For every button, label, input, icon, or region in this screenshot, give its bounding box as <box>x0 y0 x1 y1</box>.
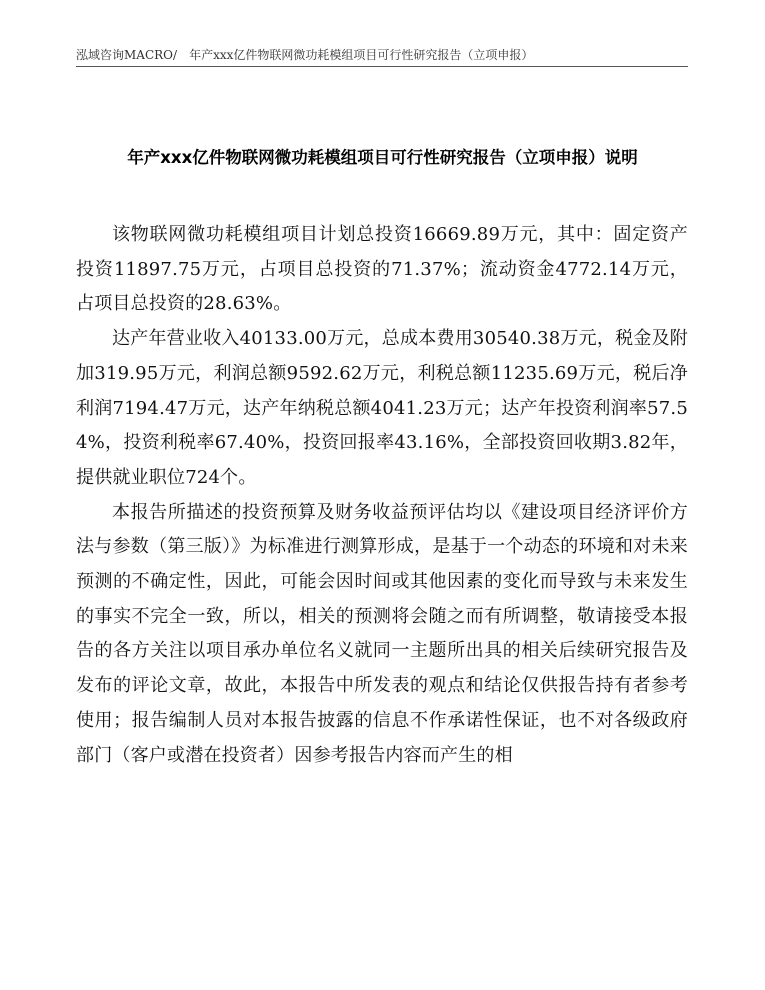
header-document-name: 年产xxx亿件物联网微功耗模组项目可行性研究报告（立项申报） <box>189 48 534 62</box>
paragraph-disclaimer: 本报告所描述的投资预算及财务收益预评估均以《建设项目经济评价方法与参数（第三版）》为标准进行测算形成，是基于一个动态的环境和对未来预测的不确定性，因此，可能会因时间或其他因素的变化而导致与未来发生的事实不完全一致，所以，相关的预测将会随之而有所调整，敬请接受本报告的各方关注以项目承办单位名义就同一主题所出具的相关后续研究报告及发布的评论文章，故此，本报告中所发表的观点和结论仅供报告持有者参考使用；报告编制人员对本报告披露的信息不作承诺性保证，也不对各级政府部门（客户或潜在投资者）因参考报告内容而产生的相 <box>76 501 688 766</box>
paragraph-financials: 达产年营业收入40133.00万元，总成本费用30540.38万元，税金及附加319.95万元，利润总额9592.62万元，利税总额11235.69万元，税后净利润7194.47万元，达产年纳税总额4041.23万元；达产年投资利润率57.54%，投资利税率67.40%，投资回报率43.16%，全部投资回收期3.82年，提供就业职位724个。 <box>76 328 688 488</box>
paragraph-investment: 该物联网微功耗模组项目计划总投资16669.89万元，其中：固定资产投资11897.75万元，占项目总投资的71.37%；流动资金4772.14万元，占项目总投资的28.63%。 <box>76 224 688 315</box>
document-body <box>76 218 688 773</box>
page-header <box>76 44 688 67</box>
document-title: 年产xxx亿件物联网微功耗模组项目可行性研究报告（立项申报）说明 <box>127 148 638 167</box>
header-company: 泓域咨询MACRO/ <box>76 48 178 62</box>
